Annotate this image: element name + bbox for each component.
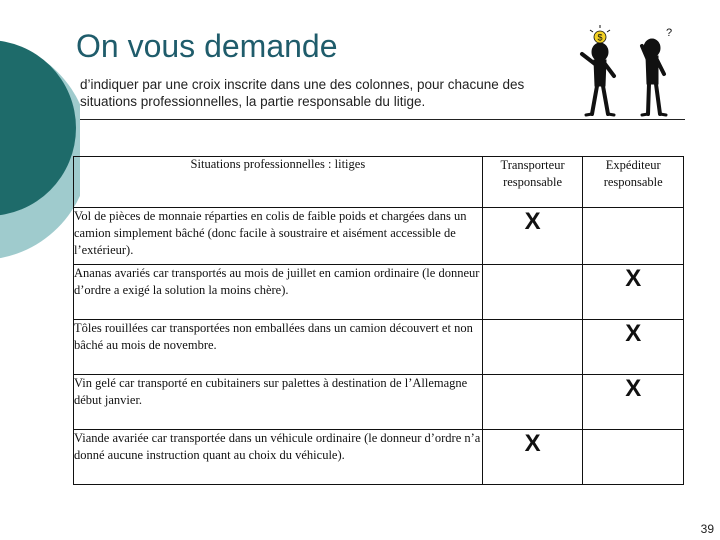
page-number: 39 bbox=[700, 522, 714, 536]
situation-cell: Vol de pièces de monnaie réparties en colis de faible poids et chargées dans un camion simplement bâché (donc facile à soustraire et aisément accessible de l’extérieur). bbox=[74, 208, 483, 265]
situation-cell: Tôles rouillées car transportées non emballées dans un camion découvert et non bâché au mois de novembre. bbox=[74, 320, 483, 375]
table-row bbox=[74, 430, 684, 485]
shipper-mark-cell: X bbox=[583, 265, 684, 320]
situation-cell: Vin gelé car transporté en cubitainers sur palettes à destination de l’Allemagne début janvier. bbox=[74, 375, 483, 430]
right-figure bbox=[642, 39, 666, 115]
svg-text:$: $ bbox=[597, 32, 603, 43]
carrier-mark-cell: X bbox=[482, 208, 583, 265]
carrier-mark-cell: X bbox=[482, 430, 583, 485]
thinking-figures-illustration bbox=[578, 24, 678, 120]
table-row bbox=[74, 265, 684, 320]
shipper-mark-cell: X bbox=[583, 320, 684, 375]
lightbulb-icon bbox=[590, 25, 610, 43]
carrier-mark-cell bbox=[482, 375, 583, 430]
shipper-mark-cell bbox=[583, 208, 684, 265]
table-header-row bbox=[74, 157, 684, 208]
table-row bbox=[74, 208, 684, 265]
slide-title: On vous demande bbox=[76, 28, 338, 64]
carrier-mark-cell bbox=[482, 265, 583, 320]
left-figure bbox=[582, 43, 614, 115]
header-situations: Situations professionnelles : litiges bbox=[74, 157, 483, 208]
litigation-table bbox=[73, 156, 684, 485]
carrier-mark-cell bbox=[482, 320, 583, 375]
shipper-mark-cell bbox=[583, 430, 684, 485]
table-row bbox=[74, 320, 684, 375]
header-shipper: Expéditeur responsable bbox=[583, 157, 684, 208]
shipper-mark-cell: X bbox=[583, 375, 684, 430]
table-row bbox=[74, 375, 684, 430]
question-mark-icon: ? bbox=[666, 27, 673, 39]
situation-cell: Viande avariée car transportée dans un véhicule ordinaire (le donneur d’ordre n’a donné aucune instruction quant au choix du véhicule). bbox=[74, 430, 483, 485]
header-carrier: Transporteur responsable bbox=[482, 157, 583, 208]
situation-cell: Ananas avariés car transportés au mois de juillet en camion ordinaire (le donneur d’ordre a exigé la solution la moins chère). bbox=[74, 265, 483, 320]
decorative-circles bbox=[0, 0, 80, 300]
intro-text: d’indiquer par une croix inscrite dans une des colonnes, pour chacune des situations professionnelles, la partie responsable du litige. bbox=[80, 77, 525, 109]
